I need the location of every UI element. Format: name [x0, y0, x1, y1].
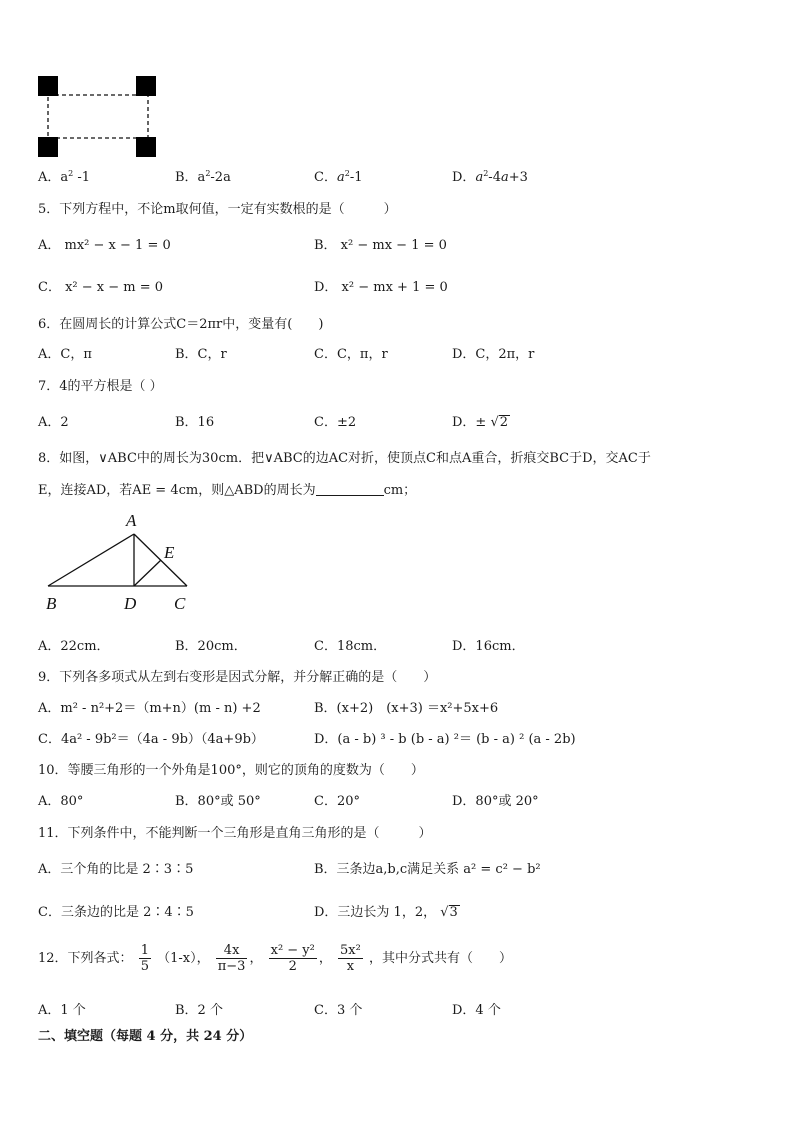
q5-stem: 5．下列方程中，不论m取何值，一定有实数根的是（ ）: [38, 202, 397, 217]
q10-option-d: D．80°或 20°: [452, 794, 539, 809]
label-d: D: [124, 594, 137, 613]
fraction-1: $\frac{1}{5}$: [140, 943, 149, 974]
q4-option-a: A．$a^2$ -1: [38, 169, 91, 185]
q9-option-b: B．(x+2) (x+3) ＝x²+5x+6: [314, 701, 499, 716]
q6-option-b: B．C，r: [175, 347, 227, 362]
section-heading: 二、填空题（每题 4 分，共 24 分）: [38, 1029, 253, 1044]
q5-option-a: A． mx² − x − 1 = 0: [38, 238, 171, 253]
q5-option-c: C． x² − x − m = 0: [38, 280, 164, 295]
q9-option-a: A．m² - n²+2＝（m+n）(m - n) +2: [38, 701, 261, 716]
q6-option-c: C．C，π，r: [314, 347, 388, 362]
q6-option-a: A．C，π: [38, 347, 92, 362]
q4-option-c: C．$a^2-1$: [314, 169, 363, 185]
corner-square-bottom-right: [136, 137, 156, 157]
q7-option-a: A．2: [38, 415, 69, 430]
q6-option-d: D．C，2π，r: [452, 347, 535, 362]
q10-option-a: A．80°: [38, 794, 84, 809]
q11-option-c: C．三条边的比是 2∶4∶5: [38, 905, 194, 920]
q7-option-d: D．± √2: [452, 415, 509, 430]
sqrt-radicand: 3: [449, 905, 458, 920]
triangle-figure: [40, 508, 200, 616]
q7-option-c: C．±2: [314, 415, 357, 430]
q10-stem: 10．等腰三角形的一个外角是100°，则它的顶角的度数为（ ）: [38, 763, 424, 778]
q9-option-c: C．4a² - 9b²＝（4a - 9b）（4a+9b）: [38, 732, 264, 747]
corner-square-bottom-left: [38, 137, 58, 157]
fraction-3: $\frac{\text{x² − y²}}{2}$: [270, 943, 315, 974]
label-a: A: [126, 511, 137, 530]
fraction-4: $\frac{\text{5x²}}{x}$: [340, 943, 361, 974]
q10-option-b: B．80°或 50°: [175, 794, 261, 809]
q9-stem: 9．下列各多项式从左到右变形是因式分解，并分解正确的是（ ）: [38, 670, 437, 685]
q12-stem: 12．下列各式： $\frac{1}{5}$ （1-x）， $\frac{4x}{\pi-3}$ ， $\frac{\text{x² − y²}}{2}$ ， $\frac{\text{5x²}}{x}$ ，其中分式共有（ ）: [38, 943, 512, 974]
q12-option-b: B．2 个: [175, 1003, 223, 1018]
q10-option-c: C．20°: [314, 794, 360, 809]
fraction-2: $\frac{4x}{\pi-3}$: [217, 943, 246, 974]
q12-option-c: C．3 个: [314, 1003, 363, 1018]
q11-option-b: B．三条边a,b,c满足关系 a² = c² − b²: [314, 862, 541, 877]
answer-blank[interactable]: [316, 483, 384, 496]
q8-stem-line2: E，连接AD，若AE = 4cm，则△ABD的周长为 cm；: [38, 483, 417, 498]
q8-stem-line1: 8．如图，∨ABC中的周长为30cm．把∨ABC的边AC对折，使顶点C和点A重合，折痕交BC于D，交AC于: [38, 451, 651, 466]
q8-option-c: C．18cm．: [314, 639, 387, 654]
q9-option-d: D．(a - b) ³ - b (b - a) ²＝ (b - a) ² (a - 2b): [314, 732, 576, 747]
side-ab: [48, 534, 134, 586]
corner-squares-figure: [36, 74, 160, 160]
q4-option-b: B．$a^2-2a$: [175, 169, 231, 185]
q11-option-a: A．三个角的比是 2∶3∶5: [38, 862, 194, 877]
q8-option-d: D．16cm．: [452, 639, 525, 654]
label-e: E: [164, 543, 175, 562]
q4-option-d: D．$a^2-4a+3$: [452, 169, 528, 185]
fold-de: [134, 560, 161, 586]
q8-option-b: B．20cm．: [175, 639, 247, 654]
sqrt-radicand: 2: [499, 415, 509, 430]
q5-option-b: B． x² − mx − 1 = 0: [314, 238, 447, 253]
dashed-rectangle: [48, 95, 148, 138]
q6-stem: 6．在圆周长的计算公式C＝2πr中，变量有( ): [38, 317, 324, 332]
label-b: B: [46, 594, 57, 613]
q7-option-b: B．16: [175, 415, 215, 430]
label-c: C: [174, 594, 186, 613]
corner-square-top-right: [136, 76, 156, 96]
q12-option-a: A．1 个: [38, 1003, 86, 1018]
q12-option-d: D．4 个: [452, 1003, 501, 1018]
q11-stem: 11．下列条件中，不能判断一个三角形是直角三角形的是（ ）: [38, 826, 432, 841]
corner-square-top-left: [38, 76, 58, 96]
q5-option-d: D． x² − mx + 1 = 0: [314, 280, 448, 295]
q7-stem: 7．4的平方根是（ ）: [38, 379, 163, 394]
q11-option-d: D．三边长为 1，2， √3: [314, 905, 458, 920]
q8-option-a: A．22cm．: [38, 639, 110, 654]
